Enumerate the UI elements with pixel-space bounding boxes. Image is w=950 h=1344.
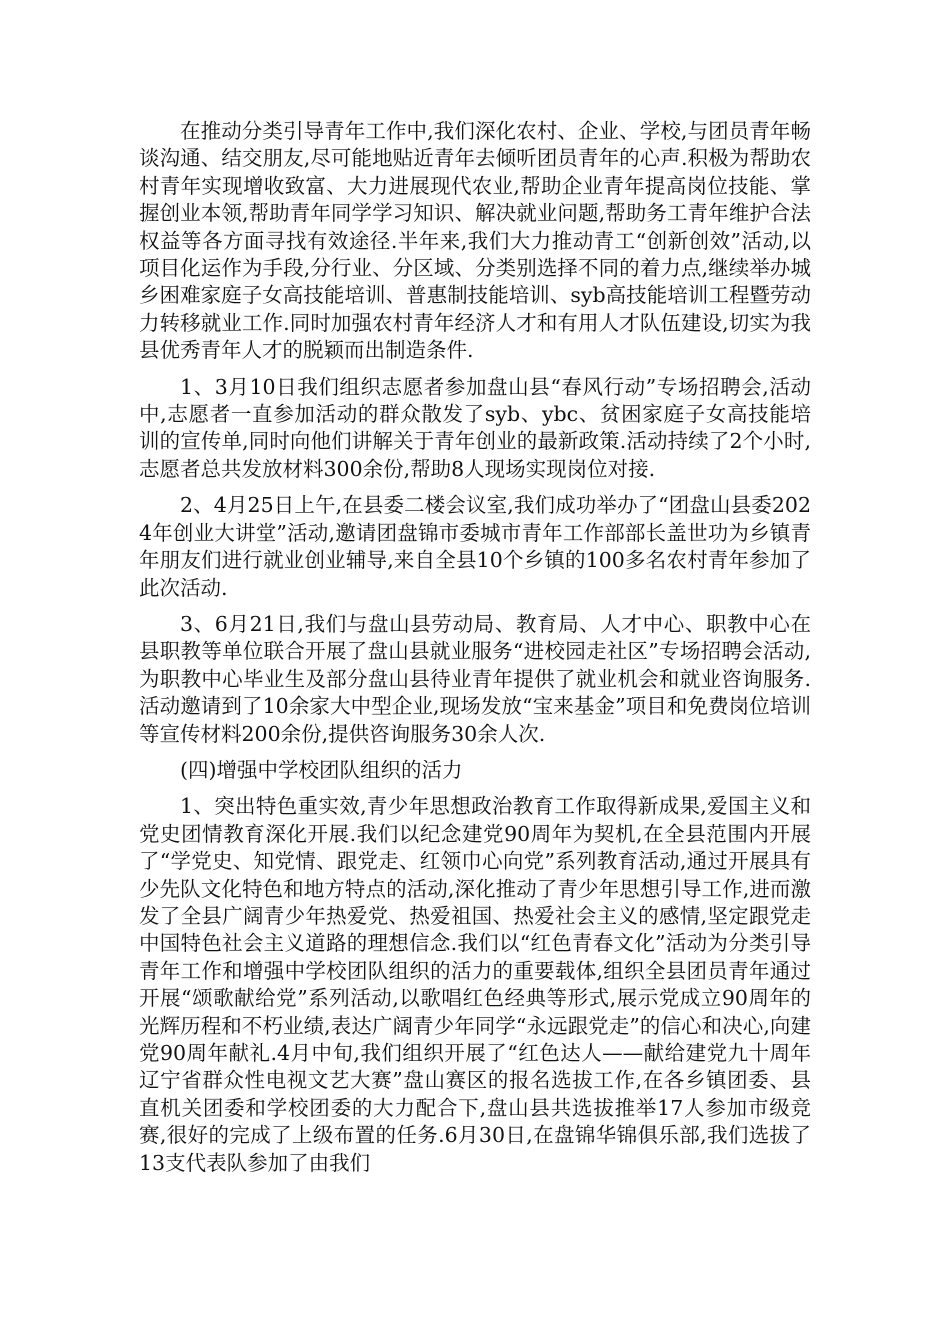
document-page <box>139 118 811 1186</box>
paragraph-item-spring-job-fair: 1、3月10日我们组织志愿者参加盘山县“春风行动”专场招聘会,活动中,志愿者一直参加活动的群众散发了syb、ybc、贫困家庭子女高技能培训的宣传单,同时向他们讲解关于青年创业的最新政策.活动持续了2个小时,志愿者总共发放材料300余份,帮助8人现场实现岗位对接. <box>139 374 811 481</box>
paragraph-item-campus-job-fair: 3、6月21日,我们与盘山县劳动局、教育局、人才中心、职教中心在县职教等单位联合开展了盘山县就业服务“进校园走社区”专场招聘会活动,为职教中心毕业生及部分盘山县待业青年提供了就业机会和就业咨询服务.活动邀请到了10余家大中型企业,现场发放“宝来基金”项目和免费岗位培训等宣传材料200余份,提供咨询服务30余人次. <box>139 611 811 746</box>
paragraph-item-entrepreneurship-lecture: 2、4月25日上午,在县委二楼会议室,我们成功举办了“团盘山县委2024年创业大讲堂”活动,邀请团盘锦市委城市青年工作部部长盖世功为乡镇青年朋友们进行就业创业辅导,来自全县10个乡镇的100多名农村青年参加了此次活动. <box>139 493 811 600</box>
section-heading: (四)增强中学校团队组织的活力 <box>180 757 463 782</box>
paragraph-item-patriotic-education: 1、突出特色重实效,青少年思想政治教育工作取得新成果,爱国主义和党史团情教育深化开展.我们以纪念建党90周年为契机,在全县范围内开展了“学党史、知党情、跟党走、红领巾心向党”系列教育活动,通过开展具有少先队文化特色和地方特点的活动,深化推动了青少年思想引导工作,进而激发了全县广阔青少年热爱党、热爱祖国、热爱社会主义的感情,坚定跟党走中国特色社会主义道路的理想信念.我们以“红色青春文化”活动为分类引导青年工作和增强中学校团队组织的活力的重要载体,组织全县团员青年通过开展“颂歌献给党”系列活动,以歌唱红色经典等形式,展示党成立90周年的光辉历程和不朽业绩,表达广阔青少年同学“永远跟党走”的信心和决心,向建党90周年献礼.4月中旬,我们组织开展了“红色达人——献给建党九十周年辽宁省群众性电视文艺大赛”盘山赛区的报名选拔工作,在各乡镇团委、县直机关团委和学校团委的大力配合下,盘山县共选拔推举17人参加市级竞赛,很好的完成了上级布置的任务.6月30日,在盘锦华锦俱乐部,我们选拔了13支代表队参加了由我们 <box>139 794 811 1175</box>
paragraph-youth-guidance: 在推动分类引导青年工作中,我们深化农村、企业、学校,与团员青年畅谈沟通、结交朋友,尽可能地贴近青年去倾听团员青年的心声.积极为帮助农村青年实现增收致富、大力进展现代农业,帮助企业青年提高岗位技能、掌握创业本领,帮助青年同学学习知识、解决就业问题,帮助务工青年维护合法权益等各方面寻找有效途径.半年来,我们大力推动青工“创新创效”活动,以项目化运作为手段,分行业、分区域、分类别选择不同的着力点,继续举办城乡困难家庭子女高技能培训、普惠制技能培训、syb高技能培训工程暨劳动力转移就业工作.同时加强农村青年经济人才和有用人才队伍建设,切实为我县优秀青年人才的脱颖而出制造条件. <box>139 119 811 363</box>
